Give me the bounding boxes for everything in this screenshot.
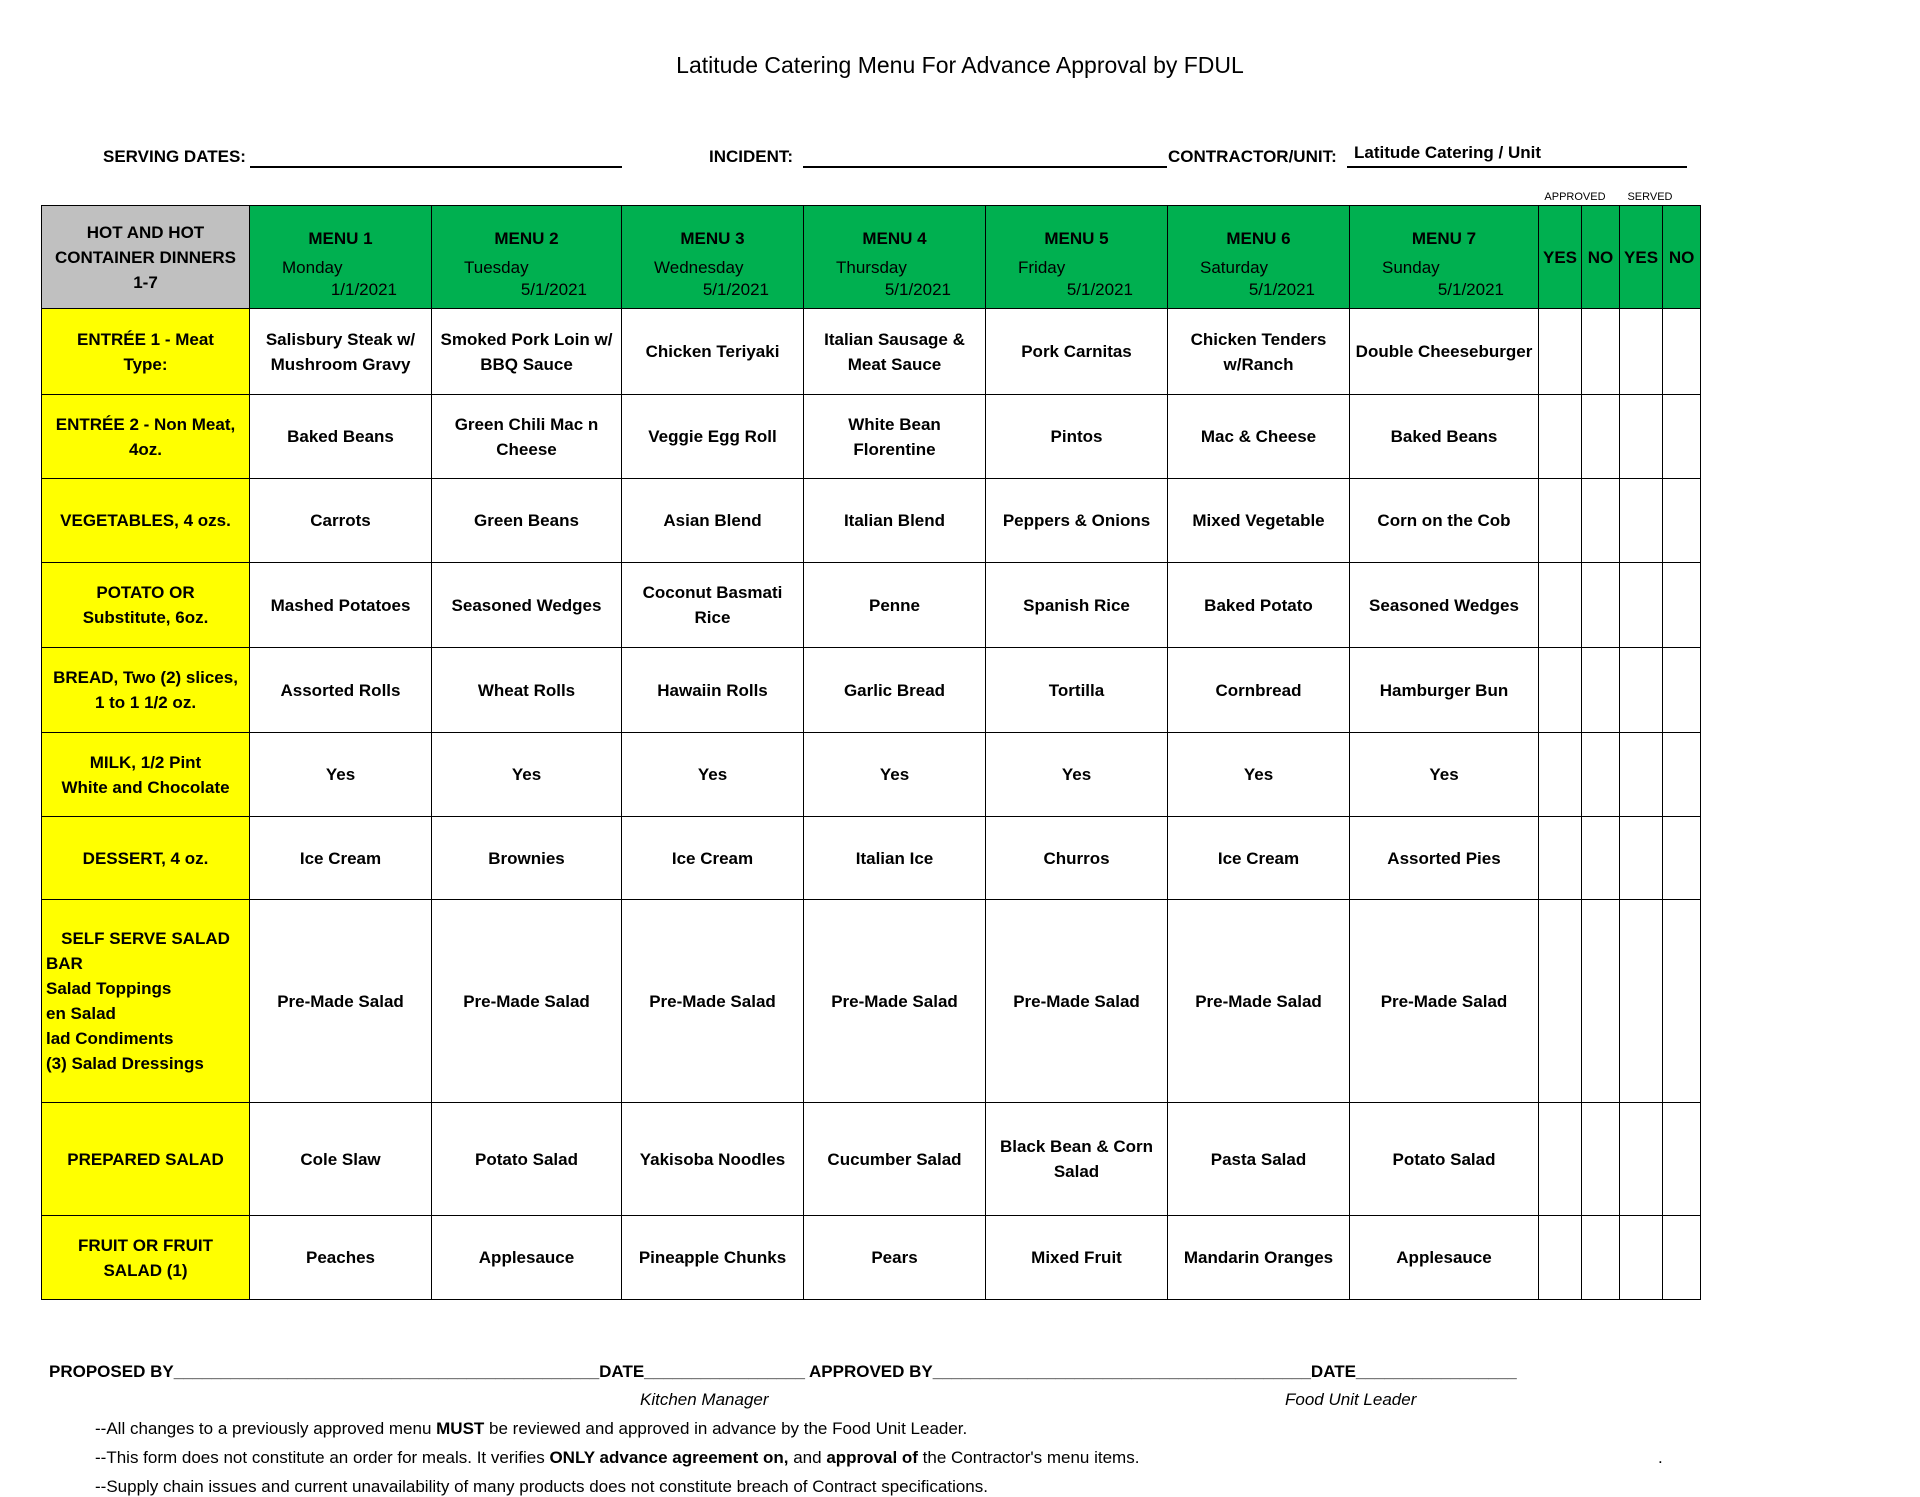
menu-item-cell — [1168, 900, 1350, 1103]
menu-item-text: Applesauce — [1396, 1248, 1492, 1267]
menu-date: 5/1/2021 — [520, 279, 587, 299]
menu-item-cell — [432, 1103, 622, 1216]
yn-header-served-yes — [1620, 206, 1663, 309]
mark-cell[interactable] — [1539, 1216, 1582, 1300]
row-label-line: (3) Salad Dressings — [46, 1054, 204, 1073]
note-1 — [95, 1419, 967, 1439]
menu-date: 1/1/2021 — [330, 279, 397, 299]
mark-cell[interactable] — [1620, 1216, 1663, 1300]
menu-item-text: Double Cheeseburger — [1355, 342, 1533, 361]
serving-dates-line[interactable] — [250, 166, 622, 168]
menu-item-cell — [622, 817, 804, 900]
note-2-a: --This form does not constitute an order for meals. It verifies — [95, 1448, 550, 1467]
menu-item-text: Pears — [871, 1248, 918, 1267]
menu-item-text: Mandarin Oranges — [1183, 1248, 1334, 1267]
menu-item-cell — [250, 817, 432, 900]
contractor-label: CONTRACTOR/UNIT: — [1168, 147, 1337, 166]
mark-cell[interactable] — [1582, 309, 1620, 395]
menu-item-text: Pre-Made Salad — [831, 991, 958, 1011]
yn-label: NO — [1587, 247, 1614, 267]
mark-cell[interactable] — [1582, 1103, 1620, 1216]
menu-row — [42, 563, 1701, 648]
menu-item-text: Yakisoba Noodles — [639, 1149, 786, 1169]
menu-item-text: Baked Beans — [287, 427, 394, 446]
mark-cell[interactable] — [1539, 900, 1582, 1103]
menu-item-text: Veggie Egg Roll — [648, 427, 777, 446]
mark-cell[interactable] — [1582, 1216, 1620, 1300]
menu-item-cell — [432, 309, 622, 395]
menu-day: Tuesday — [464, 257, 529, 277]
menu-date: 5/1/2021 — [1066, 279, 1133, 299]
menu-item-text: Pre-Made Salad — [277, 991, 404, 1011]
menu-header-7 — [1350, 206, 1539, 309]
mark-cell[interactable] — [1663, 1216, 1701, 1300]
menu-item-cell — [986, 563, 1168, 648]
menu-item-text: Italian Ice — [855, 848, 934, 868]
row-label — [42, 395, 250, 479]
menu-item-text: Assorted Rolls — [280, 680, 401, 700]
menu-item-text: Pre-Made Salad — [649, 991, 776, 1011]
menu-day: Saturday — [1200, 257, 1269, 277]
row-label-line: POTATO OR — [96, 583, 195, 602]
menu-item-text: Baked Beans — [1390, 427, 1498, 446]
menu-item-cell — [804, 395, 986, 479]
menu-table — [41, 205, 1701, 1300]
menu-item-text: Peppers & Onions — [1002, 511, 1151, 530]
menu-item-cell — [622, 1216, 804, 1300]
mark-cell[interactable] — [1620, 733, 1663, 817]
row-label — [42, 1216, 250, 1300]
menu-row — [42, 900, 1701, 1103]
menu-item-text: Pintos — [1050, 427, 1103, 446]
menu-item-text: Ice Cream — [299, 848, 382, 868]
mark-cell[interactable] — [1663, 817, 1701, 900]
menu-item-text: Pre-Made Salad — [1013, 991, 1140, 1011]
menu-item-text: Pineapple Chunks — [638, 1248, 787, 1267]
yn-label: YES — [1543, 247, 1578, 267]
mark-cell[interactable] — [1620, 648, 1663, 733]
header-row — [42, 206, 1701, 309]
food-unit-leader-label: Food Unit Leader — [1285, 1390, 1417, 1409]
menu-item-cell — [804, 479, 986, 563]
menu-row — [42, 1103, 1701, 1216]
mark-cell[interactable] — [1620, 1103, 1663, 1216]
menu-header-5 — [986, 206, 1168, 309]
menu-item-text: Seasoned Wedges — [451, 595, 602, 615]
menu-name: MENU 4 — [862, 228, 927, 248]
row-label-line: Substitute, 6oz. — [82, 608, 209, 627]
mark-cell[interactable] — [1582, 900, 1620, 1103]
menu-date: 5/1/2021 — [1248, 279, 1315, 299]
menu-item-cell — [432, 395, 622, 479]
menu-item-text: Applesauce — [478, 1248, 575, 1267]
yn-label: NO — [1668, 247, 1695, 267]
incident-line[interactable] — [803, 166, 1167, 168]
menu-day: Wednesday — [654, 257, 744, 277]
row-label-line: BAR — [46, 954, 83, 973]
menu-item-cell — [1168, 733, 1350, 817]
yn-header-approved-yes — [1539, 206, 1582, 309]
menu-item-text: Yes — [1429, 765, 1459, 784]
serving-dates-label: SERVING DATES: — [103, 147, 246, 166]
row-label-line: SELF SERVE SALAD — [61, 929, 230, 948]
row-label-line: ENTRÉE 2 - Non Meat, — [55, 414, 236, 434]
menu-item-cell — [1350, 648, 1539, 733]
menu-item-text: Spanish Rice — [1023, 595, 1130, 615]
menu-item-cell — [1168, 648, 1350, 733]
menu-item-cell — [1168, 563, 1350, 648]
row-label — [42, 900, 250, 1103]
menu-item-cell — [622, 395, 804, 479]
mark-cell[interactable] — [1620, 479, 1663, 563]
menu-item-text: Pasta Salad — [1210, 1149, 1307, 1169]
mark-cell[interactable] — [1663, 648, 1701, 733]
menu-item-cell — [432, 817, 622, 900]
menu-item-text: Green Chili Mac n Cheese — [454, 414, 599, 459]
mark-cell[interactable] — [1663, 733, 1701, 817]
menu-item-cell — [622, 479, 804, 563]
menu-name: MENU 3 — [680, 228, 745, 248]
menu-item-text: Salisbury Steak w/ Mushroom Gravy — [265, 329, 416, 374]
row-label-line: DESSERT, 4 oz. — [82, 848, 209, 868]
mark-cell[interactable] — [1582, 479, 1620, 563]
menu-item-text: Potato Salad — [1392, 1149, 1496, 1169]
menu-item-cell — [432, 1216, 622, 1300]
menu-row — [42, 648, 1701, 733]
menu-item-cell — [986, 479, 1168, 563]
menu-item-text: Yes — [697, 765, 728, 784]
menu-item-text: Tortilla — [1048, 680, 1105, 700]
menu-item-cell — [250, 395, 432, 479]
menu-item-cell — [1350, 395, 1539, 479]
menu-item-text: Yes — [879, 765, 910, 784]
menu-item-text: Yes — [511, 765, 542, 784]
menu-item-text: Mashed Potatoes — [270, 595, 411, 615]
menu-item-text: Garlic Bread — [843, 680, 946, 700]
menu-item-cell — [1350, 479, 1539, 563]
menu-item-text: Ice Cream — [671, 848, 754, 868]
yn-label: YES — [1624, 247, 1659, 267]
menu-item-cell — [622, 733, 804, 817]
mark-cell[interactable] — [1582, 395, 1620, 479]
menu-item-cell — [250, 563, 432, 648]
menu-date: 5/1/2021 — [1437, 279, 1504, 299]
row-label-line: White and Chocolate — [61, 777, 230, 797]
menu-item-text: Seasoned Wedges — [1369, 595, 1519, 615]
menu-item-cell — [804, 900, 986, 1103]
menu-item-text: Peaches — [306, 1248, 375, 1267]
menu-item-cell — [250, 900, 432, 1103]
menu-item-text: Yes — [1243, 765, 1274, 784]
row-label-line: SALAD (1) — [103, 1260, 188, 1280]
row-label-line: Salad Toppings — [46, 979, 172, 998]
incident-label: INCIDENT: — [709, 147, 794, 166]
mark-cell[interactable] — [1663, 563, 1701, 648]
mark-cell[interactable] — [1582, 648, 1620, 733]
menu-item-text: Mac & Cheese — [1200, 427, 1317, 446]
mark-cell[interactable] — [1663, 309, 1701, 395]
note-2-dot: . — [1658, 1448, 1663, 1467]
menu-name: MENU 6 — [1226, 228, 1291, 248]
menu-item-cell — [250, 479, 432, 563]
menu-item-cell — [804, 817, 986, 900]
menu-item-text: Cornbread — [1215, 680, 1302, 700]
menu-item-cell — [622, 1103, 804, 1216]
menu-row — [42, 1216, 1701, 1300]
menu-item-cell — [622, 309, 804, 395]
menu-header-3 — [622, 206, 804, 309]
row-label-line: en Salad — [46, 1004, 116, 1023]
menu-item-cell — [804, 1103, 986, 1216]
menu-name: MENU 2 — [494, 228, 559, 248]
menu-item-cell — [1350, 1103, 1539, 1216]
menu-item-cell — [250, 309, 432, 395]
row-label-line: lad Condiments — [46, 1029, 174, 1048]
mark-cell[interactable] — [1539, 1103, 1582, 1216]
menu-item-cell — [250, 733, 432, 817]
contractor-line[interactable] — [1347, 166, 1687, 168]
menu-item-cell — [622, 648, 804, 733]
menu-item-text: Ice Cream — [1217, 848, 1300, 868]
mark-cell[interactable] — [1663, 1103, 1701, 1216]
row-label-line: ENTRÉE 1 - Meat — [77, 329, 214, 349]
row-label — [42, 733, 250, 817]
row-label — [42, 563, 250, 648]
corner-header-line: CONTAINER DINNERS — [54, 247, 237, 267]
mark-cell[interactable] — [1539, 817, 1582, 900]
note-1-b: MUST — [436, 1419, 485, 1438]
menu-row — [42, 817, 1701, 900]
mark-cell[interactable] — [1539, 309, 1582, 395]
menu-item-cell — [986, 817, 1168, 900]
menu-day: Monday — [282, 257, 343, 277]
menu-day: Friday — [1018, 257, 1066, 277]
menu-item-cell — [622, 900, 804, 1103]
mark-cell[interactable] — [1620, 817, 1663, 900]
menu-item-cell — [804, 648, 986, 733]
menu-item-cell — [1350, 309, 1539, 395]
mark-cell[interactable] — [1539, 563, 1582, 648]
mark-cell[interactable] — [1663, 395, 1701, 479]
served-group-label: SERVED — [1627, 191, 1673, 203]
menu-item-cell — [986, 1216, 1168, 1300]
menu-item-cell — [986, 900, 1168, 1103]
menu-date: 5/1/2021 — [884, 279, 951, 299]
menu-header-6 — [1168, 206, 1350, 309]
menu-row — [42, 733, 1701, 817]
menu-item-text: Corn on the Cob — [1377, 511, 1511, 530]
menu-item-text: Pork Carnitas — [1021, 342, 1132, 361]
menu-item-text: Hawaiin Rolls — [657, 680, 768, 700]
menu-item-cell — [804, 733, 986, 817]
menu-item-text: Chicken Tenders w/Ranch — [1190, 329, 1327, 374]
note-2 — [95, 1448, 1139, 1468]
row-label-line: VEGETABLES, 4 ozs. — [60, 511, 231, 530]
mark-cell[interactable] — [1582, 733, 1620, 817]
row-label-line: BREAD, Two (2) slices, — [53, 668, 238, 687]
menu-item-cell — [432, 563, 622, 648]
menu-item-text: Chicken Teriyaki — [645, 342, 780, 361]
menu-name: MENU 7 — [1411, 228, 1477, 248]
menu-item-cell — [804, 1216, 986, 1300]
menu-item-cell — [1350, 817, 1539, 900]
menu-item-text: Brownies — [488, 848, 565, 868]
mark-cell[interactable] — [1663, 900, 1701, 1103]
note-1-c: be reviewed and approved in advance by the Food Unit Leader. — [484, 1419, 968, 1438]
menu-day: Thursday — [836, 257, 907, 277]
menu-item-cell — [1168, 817, 1350, 900]
menu-item-text: Assorted Pies — [1387, 848, 1501, 868]
menu-item-text: Green Beans — [474, 511, 579, 530]
note-2-c: and — [788, 1448, 827, 1467]
menu-item-text: Pre-Made Salad — [463, 991, 590, 1011]
mark-cell[interactable] — [1539, 648, 1582, 733]
menu-item-text: Pre-Made Salad — [1380, 991, 1508, 1011]
menu-header-1 — [250, 206, 432, 309]
menu-item-cell — [250, 648, 432, 733]
menu-item-text: Carrots — [310, 511, 371, 530]
menu-item-cell — [432, 648, 622, 733]
kitchen-manager-label: Kitchen Manager — [640, 1390, 769, 1409]
note-2-b: ONLY advance agreement on, — [549, 1448, 789, 1467]
menu-item-cell — [250, 1103, 432, 1216]
menu-item-cell — [250, 1216, 432, 1300]
note-2-d: approval of — [826, 1448, 918, 1467]
corner-header-line: 1-7 — [133, 272, 158, 292]
row-label — [42, 817, 250, 900]
row-label-line: 1 to 1 1/2 oz. — [94, 693, 197, 712]
menu-item-text: Italian Sausage & Meat Sauce — [824, 329, 965, 374]
menu-row — [42, 479, 1701, 563]
menu-item-text: Yes — [325, 765, 356, 784]
menu-item-cell — [804, 309, 986, 395]
menu-item-text: Wheat Rolls — [477, 680, 576, 700]
mark-cell[interactable] — [1620, 395, 1663, 479]
menu-item-cell — [1350, 1216, 1539, 1300]
menu-item-cell — [622, 563, 804, 648]
row-label — [42, 309, 250, 395]
row-label-line: FRUIT OR FRUIT — [77, 1235, 214, 1255]
menu-item-text: Black Bean & Corn Salad — [999, 1137, 1154, 1181]
mark-cell[interactable] — [1620, 900, 1663, 1103]
yn-header-served-no — [1663, 206, 1701, 309]
mark-cell[interactable] — [1620, 563, 1663, 648]
menu-item-text: Mixed Vegetable — [1192, 511, 1325, 530]
menu-item-text: Penne — [868, 595, 921, 615]
row-label-line: MILK, 1/2 Pint — [89, 752, 202, 772]
menu-item-cell — [1168, 309, 1350, 395]
menu-item-text: Churros — [1043, 848, 1110, 868]
menu-item-cell — [986, 395, 1168, 479]
row-label — [42, 648, 250, 733]
corner-header-cell — [42, 206, 250, 309]
menu-name: MENU 1 — [308, 228, 373, 248]
menu-item-cell — [1168, 479, 1350, 563]
menu-day: Sunday — [1382, 257, 1440, 277]
menu-item-text: Cucumber Salad — [827, 1149, 962, 1169]
menu-item-cell — [1350, 733, 1539, 817]
menu-item-text: Asian Blend — [663, 511, 762, 530]
signature-line[interactable]: PROPOSED BY_____________________________________________DATE_________________ APPROVED BY________________________________________DATE_________________ — [49, 1362, 1517, 1381]
menu-item-text: Mixed Fruit — [1031, 1248, 1122, 1267]
mark-cell[interactable] — [1582, 817, 1620, 900]
page-title: Latitude Catering Menu For Advance Approval by FDUL — [676, 52, 1244, 78]
mark-cell[interactable] — [1663, 479, 1701, 563]
menu-item-text: Potato Salad — [475, 1149, 578, 1169]
menu-item-text: Cole Slaw — [300, 1149, 381, 1169]
menu-item-cell — [432, 479, 622, 563]
approved-group-label: APPROVED — [1544, 191, 1606, 203]
row-label-line: Type: — [123, 354, 168, 374]
menu-header-4 — [804, 206, 986, 309]
menu-item-cell — [986, 1103, 1168, 1216]
yn-header-approved-no — [1582, 206, 1620, 309]
row-label — [42, 479, 250, 563]
note-1-a: --All changes to a previously approved menu — [95, 1419, 437, 1438]
menu-item-cell — [986, 648, 1168, 733]
menu-item-text: Smoked Pork Loin w/ BBQ Sauce — [440, 329, 613, 374]
menu-item-text: Pre-Made Salad — [1195, 991, 1322, 1011]
menu-item-cell — [1168, 395, 1350, 479]
row-label-line: PREPARED SALAD — [67, 1149, 224, 1169]
contractor-value: Latitude Catering / Unit — [1354, 143, 1541, 162]
row-label — [42, 1103, 250, 1216]
menu-item-text: Yes — [1061, 765, 1092, 784]
mark-cell[interactable] — [1539, 395, 1582, 479]
note-3: --Supply chain issues and current unavailability of many products does not constitute breach of Contract specifications. — [95, 1477, 988, 1496]
mark-cell[interactable] — [1539, 733, 1582, 817]
menu-item-cell — [432, 733, 622, 817]
menu-date: 5/1/2021 — [702, 279, 769, 299]
menu-item-cell — [986, 309, 1168, 395]
menu-row — [42, 395, 1701, 479]
menu-item-text: Baked Potato — [1204, 595, 1313, 615]
menu-item-text: Italian Blend — [843, 511, 946, 530]
mark-cell[interactable] — [1620, 309, 1663, 395]
menu-item-cell — [804, 563, 986, 648]
menu-header-2 — [432, 206, 622, 309]
menu-item-text: Hamburger Bun — [1379, 680, 1509, 700]
menu-item-text: Coconut Basmati Rice — [642, 583, 783, 627]
menu-item-cell — [1350, 900, 1539, 1103]
menu-item-cell — [986, 733, 1168, 817]
menu-item-cell — [432, 900, 622, 1103]
menu-item-cell — [1168, 1216, 1350, 1300]
menu-name: MENU 5 — [1044, 228, 1109, 248]
menu-item-cell — [1350, 563, 1539, 648]
corner-header-line: HOT AND HOT — [86, 222, 205, 242]
mark-cell[interactable] — [1539, 479, 1582, 563]
row-label-line: 4oz. — [128, 439, 163, 459]
mark-cell[interactable] — [1582, 563, 1620, 648]
menu-item-cell — [1168, 1103, 1350, 1216]
menu-row — [42, 309, 1701, 395]
menu-item-text: White Bean Florentine — [848, 414, 941, 459]
note-2-e: the Contractor's menu items. — [917, 1448, 1140, 1467]
